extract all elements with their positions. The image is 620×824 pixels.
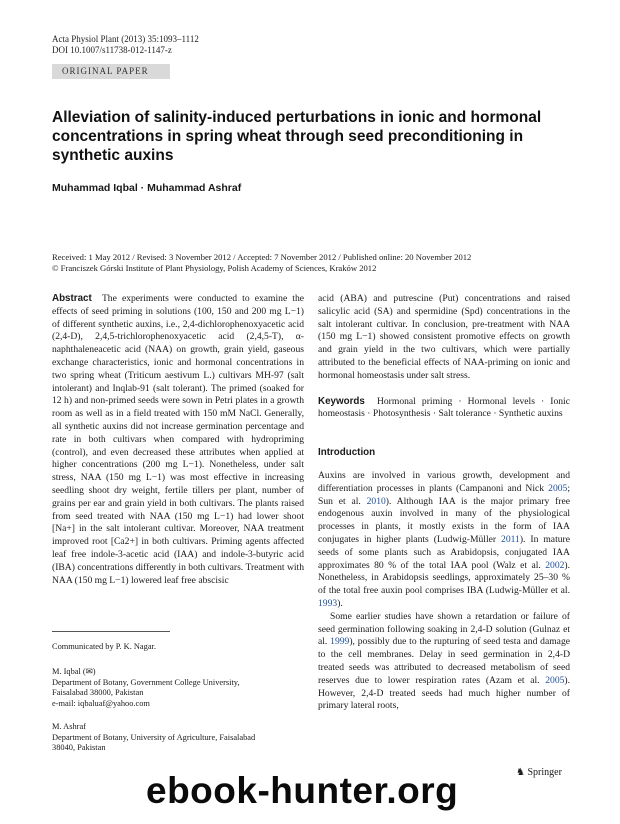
citation-link[interactable]: 2002 <box>545 559 565 571</box>
springer-logo: ♞ Springer <box>516 767 562 778</box>
keywords-text: Hormonal priming · Hormonal levels · Ionic homeostasis · Photosynthesis · Salt tolerance · Synthetic auxins <box>318 395 570 420</box>
article-type-badge: ORIGINAL PAPER <box>52 64 170 79</box>
author2-city: 38040, Pakistan <box>52 743 106 753</box>
intro-paragraph-2: Some earlier studies have shown a retardation or failure of seed germination following soaking in 2,4-D solution (Gulnaz et al. 1999), possibly due to the rupturing of seed testa and damage to the cell membranes. Delay in seed germination in 2,4-D treated seeds was attributed to decreased metabolism of seed reserves due to lower respiration rates (Azam et al. 2005). However, 2,4-D treated seeds had much higher number of primary lateral roots, <box>318 610 570 712</box>
citation-link[interactable]: 2010 <box>366 495 386 507</box>
citation-link[interactable]: 2011 <box>501 533 520 545</box>
author1-affiliation <box>52 667 304 709</box>
author1-name: M. Iqbal (✉) <box>52 667 96 676</box>
paper-title: Alleviation of salinity-induced perturbations in ionic and hormonal concentrations in spring wheat through seed preconditioning in synthetic auxins <box>52 109 542 164</box>
keywords-heading: Keywords <box>318 395 365 407</box>
communicated-by: Communicated by P. K. Nagar. <box>52 642 156 651</box>
citation-link[interactable]: 2005 <box>548 482 568 494</box>
citation-link[interactable]: 2005 <box>545 674 565 686</box>
abstract-heading: Abstract <box>52 293 92 304</box>
right-column <box>318 293 570 713</box>
author2-dept: Department of Botany, University of Agriculture, Faisalabad <box>52 732 256 742</box>
introduction-heading: Introduction <box>318 447 376 459</box>
author1-email[interactable]: e-mail: iqbaluaf@yahoo.com <box>52 698 150 708</box>
authors: Muhammad Iqbal · Muhammad Ashraf <box>52 182 242 194</box>
watermark: ebook-hunter.org <box>146 770 459 811</box>
author1-city: Faisalabad 38000, Pakistan <box>52 688 144 698</box>
article-dates: Received: 1 May 2012 / Revised: 3 November 2012 / Accepted: 7 November 2012 / Published online: 20 November 2012 <box>52 252 472 262</box>
citation-link[interactable]: 1993 <box>318 597 338 609</box>
abstract-continuation: acid (ABA) and putrescine (Put) concentrations and raised salicylic acid (SA) and spermidine (Spd) concentrations in the salt intolerant cultivar. In conclusion, pre-treatment with NAA (150 mg L−1) showed consistent promotive effects on growth and grain yield in the two cultivars, which were partially attributed to the beneficial effects of NAA-priming on ionic and hormonal homeostasis under salt stress. <box>318 293 570 381</box>
author2-name: M. Ashraf <box>52 722 86 731</box>
citation-link[interactable]: 1999 <box>330 636 350 648</box>
abstract-text: The experiments were conducted to examine the effects of seed priming in solutions (100, 150 and 200 mg L−1) of different synthetic auxins, i.e., 2,4-dichlorophenoxyacetic acid (2,4-D), 2,4,5-trichlorophenoxyacetic acid (2,4,5-T), α-naphthaleneacetic acid (NAA) on growth, grain yield, gaseous exchange characteristics, ionic and hormonal concentrations in two spring wheat (Triticum aestivum L.) cultivars MH-97 (salt intolerant) and Inqlab-91 (salt tolerant). The primed (soaked for 12 h) and non-primed seeds were sown in Petri plates in a growth room as well as in a field treated with 150 mM NaCl. Generally, all synthetic auxins did not increase germination percentage and rate in both cultivars when compared with hydropriming (control), and even decreased these attributes when applied at higher concentrations (200 mg L−1). Nonetheless, under salt stress, NAA (150 mg L−1) was most effective in increasing seedling shoot dry weight, fertile tillers per plant, number of grains per ear and grain yield in both cultivars. The plants raised from seed treated with NAA (150 mg L−1) had lower shoot [Na+] in the salt intolerant cultivar. Moreover, NAA treatment improved root [Ca2+] in both cultivars. Priming agents affected leaf free indole-3-acetic acid (IAA) and indole-3-butyric acid (IBA) concentrations differently in both cultivars. Treatment with NAA (150 mg L−1) lowered leaf free abscisic <box>52 293 305 586</box>
doi: DOI 10.1007/s11738-012-1147-z <box>52 45 172 55</box>
copyright: © Franciszek Górski Institute of Plant Physiology, Polish Academy of Sciences, Kraków 2012 <box>52 263 377 273</box>
abstract-column <box>52 293 304 587</box>
springer-horse-icon: ♞ <box>516 767 525 778</box>
author1-dept: Department of Botany, Government College University, <box>52 677 240 687</box>
intro-paragraph-1: Auxins are involved in various growth, development and differentiation processes in plants (Campanoni and Nick 2005; Sun et al. 2010). Although IAA is the major primary free endogenous auxin involved in many of the physiological processes in plants, it mostly exists in the form of IAA conjugates in higher plants (Ludwig-Müller 2011). In mature seeds of some plants such as Arabidopsis, conjugated IAA approximates 80 % of the total IAA pool (Walz et al. 2002). Nonetheless, in Arabidopsis seedlings, approximately 25–30 % of the total free auxin pool comprises IBA (Ludwig-Müller et al. 1993). <box>318 469 571 609</box>
journal-citation: Acta Physiol Plant (2013) 35:1093–1112 <box>52 34 199 44</box>
footnote-rule <box>52 631 170 632</box>
author2-affiliation <box>52 722 304 754</box>
